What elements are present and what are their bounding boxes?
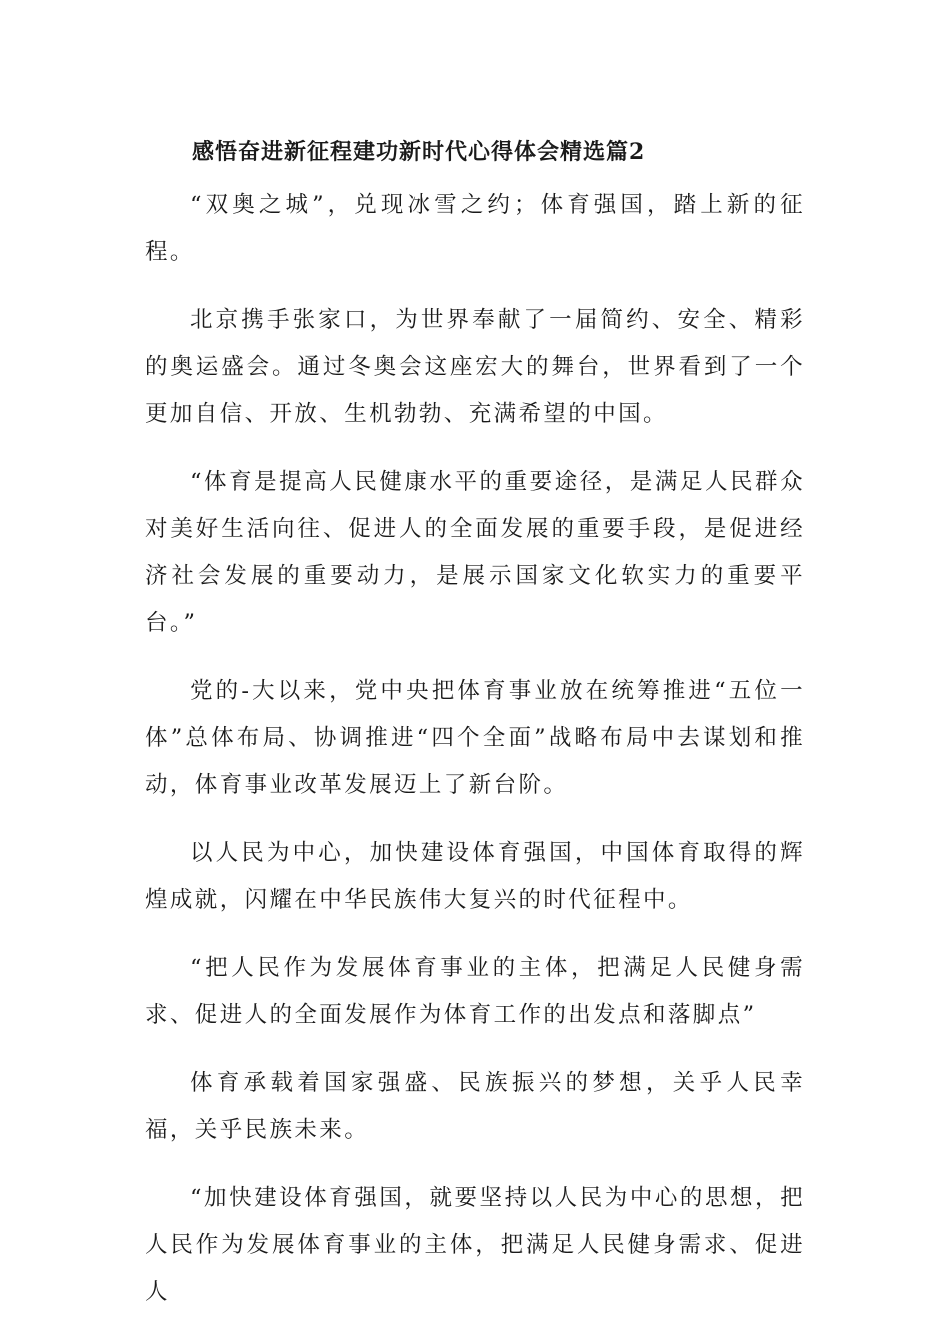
document-title: 感悟奋进新征程建功新时代心得体会精选篇2 [192, 139, 646, 165]
document-body [145, 168, 805, 1337]
paragraph: 以人民为中心，加快建设体育强国，中国体育取得的辉煌成就，闪耀在中华民族伟大复兴的时代征程中。 [145, 840, 805, 913]
paragraph: “体育是提高人民健康水平的重要途径，是满足人民群众对美好生活向往、促进人的全面发展的重要手段，是促进经济社会发展的重要动力，是展示国家文化软实力的重要平台。” [145, 469, 805, 636]
paragraph: “加快建设体育强国，就要坚持以人民为中心的思想，把人民作为发展体育事业的主体，把满足人民健身需求、促进人 [145, 1185, 805, 1305]
paragraph: 北京携手张家口，为世界奉献了一届简约、安全、精彩的奥运盛会。通过冬奥会这座宏大的舞台，世界看到了一个更加自信、开放、生机勃勃、充满希望的中国。 [145, 307, 805, 427]
paragraph: 党的-大以来，党中央把体育事业放在统筹推进“五位一体”总体布局、协调推进“四个全面”战略布局中去谋划和推动，体育事业改革发展迈上了新台阶。 [145, 678, 805, 798]
paragraph: “把人民作为发展体育事业的主体，把满足人民健身需求、促进人的全面发展作为体育工作的出发点和落脚点” [145, 955, 805, 1028]
paragraph: 体育承载着国家强盛、民族振兴的梦想，关乎人民幸福，关乎民族未来。 [145, 1070, 805, 1143]
paragraph: “双奥之城”，兑现冰雪之约；体育强国，踏上新的征程。 [145, 192, 805, 265]
